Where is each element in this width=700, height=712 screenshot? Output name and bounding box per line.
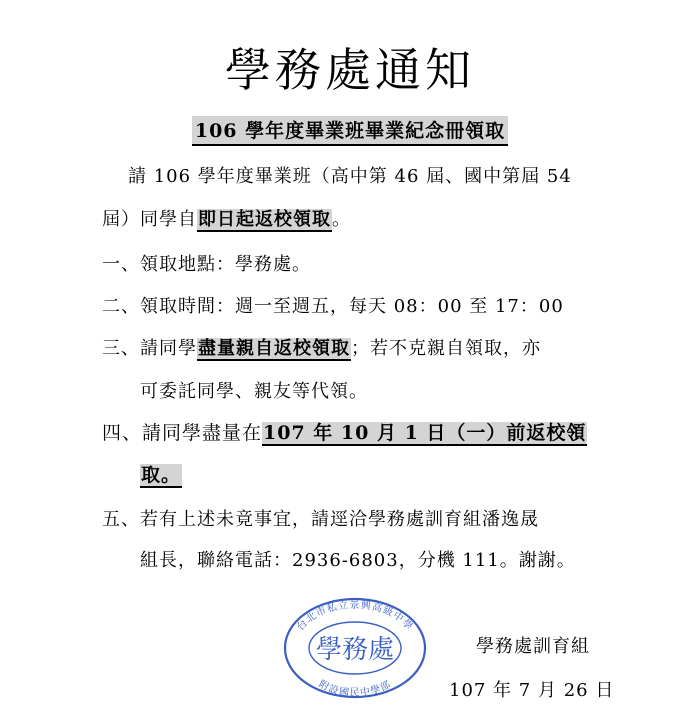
item-in-person-suffix: ；若不克親自領取，亦 (351, 338, 541, 359)
notice-subtitle: 106 學年度畢業班畢業紀念冊領取 (192, 116, 508, 146)
seal-outer-text: 台北市私立景興高級中學 (295, 600, 415, 634)
signer: 學務處訓育組 (476, 636, 590, 657)
item-in-person-highlight: 盡量親自返校領取 (198, 338, 350, 359)
intro-highlight: 即日起返校領取 (198, 209, 331, 230)
item-deadline-prefix: 四、請同學盡量在 (102, 422, 263, 444)
intro-line-2-suffix: 。 (332, 209, 351, 230)
item-in-person-continued: 可委託同學、親友等代領。 (140, 381, 368, 402)
notice-title: 學務處通知 (225, 43, 475, 97)
item-deadline-highlight: 107 年 10 月 1 日（一）前返校領 (263, 422, 587, 444)
item-time: 二、領取時間：週一至週五，每天 08：00 至 17：00 (102, 296, 564, 317)
intro-line-1: 請 106 學年度畢業班（高中第 46 屆、國中第屆 54 (128, 166, 572, 187)
item-deadline (102, 418, 587, 445)
item-deadline-continued (140, 460, 182, 487)
item-contact: 五、若有上述未竟事宜，請逕洽學務處訓育組潘逸晟 (102, 509, 539, 530)
item-in-person-prefix: 三、請同學 (102, 338, 197, 359)
notice-date: 107 年 7 月 26 日 (449, 680, 615, 701)
subtitle-container (0, 116, 700, 146)
item-location: 一、領取地點：學務處。 (102, 254, 311, 275)
seal-bottom-text: 附設國民中學部 (316, 678, 394, 700)
intro-line-2 (102, 205, 351, 231)
intro-line-2-prefix: 屆）同學自 (102, 209, 197, 230)
item-in-person (102, 334, 541, 360)
seal-center-text: 學務處 (315, 635, 395, 665)
item-deadline-continued-highlight: 取。 (141, 464, 182, 486)
official-seal (282, 596, 428, 700)
item-contact-continued: 組長，聯絡電話：2936-6803，分機 111。謝謝。 (140, 550, 576, 571)
